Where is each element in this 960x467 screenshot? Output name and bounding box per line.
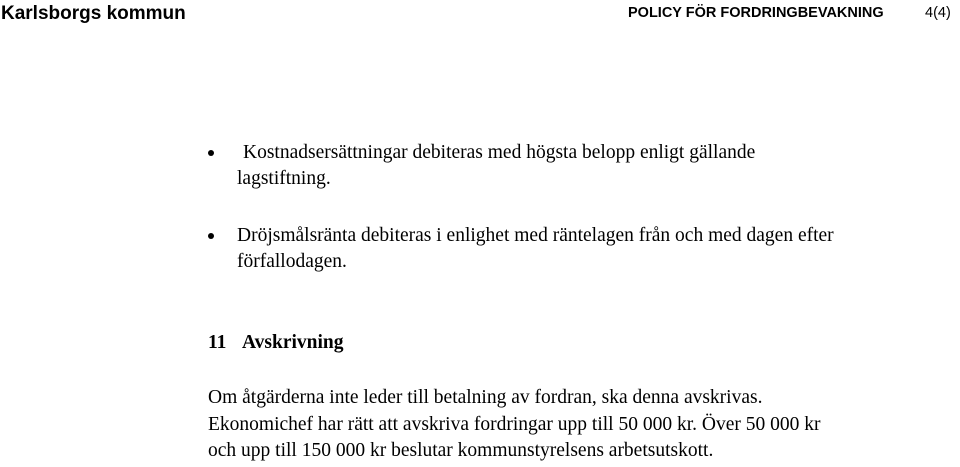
page-number: 4(4) (925, 5, 951, 21)
bullet-line: Kostnadsersättningar debiteras med högsta belopp enligt gällande (243, 142, 756, 163)
organization-name: Karlsborgs kommun (1, 3, 186, 24)
bullet-dot-icon (208, 150, 214, 156)
section-number: 11 (208, 332, 227, 353)
bullet-line: förfallodagen. (237, 251, 347, 272)
document-title: POLICY FÖR FORDRINGBEVAKNING (628, 5, 884, 21)
bullet-dot-icon (208, 233, 214, 239)
paragraph-line: Ekonomichef har rätt att avskriva fordringar upp till 50 000 kr. Över 50 000 kr (208, 414, 821, 435)
section-title: Avskrivning (242, 332, 344, 353)
bullet-line: lagstiftning. (237, 168, 331, 189)
paragraph-line: och upp till 150 000 kr beslutar kommunstyrelsens arbetsutskott. (208, 440, 714, 461)
page-header (0, 0, 960, 30)
section-heading (208, 330, 344, 356)
bullet-line: Dröjsmålsränta debiteras i enlighet med räntelagen från och med dagen efter (237, 225, 834, 246)
paragraph-line: Om åtgärderna inte leder till betalning av fordran, ska denna avskrivas. (208, 387, 763, 408)
